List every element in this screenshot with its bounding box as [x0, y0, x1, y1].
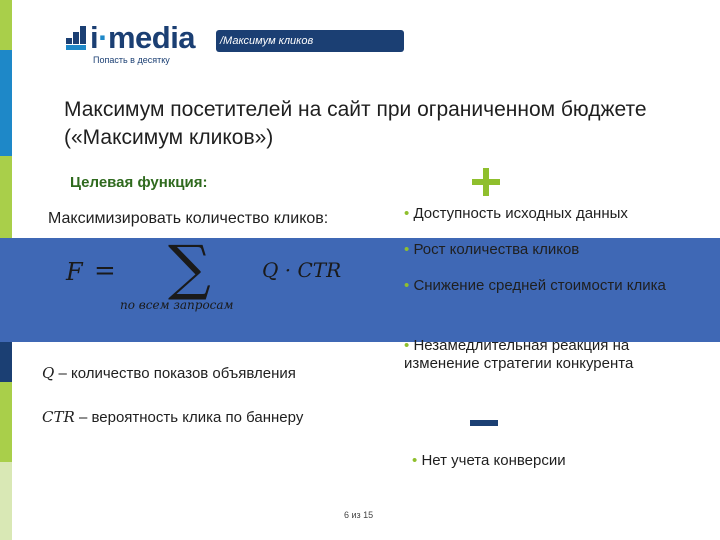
formula-subscript: по всем запросам	[120, 298, 234, 312]
pro-item: • Доступность исходных данных	[404, 205, 628, 222]
definition-q: Q – количество показов объявления	[42, 364, 296, 382]
objective-heading: Целевая функция:	[70, 174, 208, 191]
pro-item: • Рост количества кликов	[404, 241, 580, 258]
accent-stripe-2	[0, 50, 12, 156]
accent-stripe-5	[0, 382, 12, 462]
con-item: • Нет учета конверсии	[412, 452, 566, 469]
definition-ctr: CTR – вероятность клика по баннеру	[42, 408, 304, 426]
bullet-icon: •	[412, 452, 418, 469]
accent-stripe-1	[0, 0, 12, 50]
bullet-icon: •	[404, 241, 410, 258]
maximize-text: Максимизировать количество кликов:	[48, 210, 329, 227]
pro-item: • Снижение средней стоимости клика	[404, 277, 666, 294]
bullet-icon: •	[404, 205, 410, 222]
formula-lhs: F	[66, 258, 83, 286]
slide-title: Максимум посетителей на сайт при ограниченном бюджете («Максимум кликов»)	[64, 98, 647, 149]
accent-stripe-6	[0, 462, 12, 540]
page-counter: 6 из 15	[344, 510, 374, 520]
logo-bars-icon	[66, 26, 92, 50]
sigma-icon: ∑	[168, 233, 211, 303]
plus-icon	[468, 164, 504, 200]
imedia-logo[interactable]	[66, 22, 206, 66]
section-pill: /Максимум кликов	[216, 30, 404, 52]
logo-tagline: Попасть в десятку	[93, 55, 170, 65]
formula-expression: Q · CTR	[262, 258, 342, 282]
minus-icon	[470, 420, 498, 426]
bullet-icon: •	[404, 337, 410, 354]
logo-wordmark: i·media	[90, 20, 196, 55]
objective-formula	[60, 233, 380, 330]
bullet-icon: •	[404, 277, 410, 294]
formula-equals: =	[94, 256, 116, 286]
pro-item: • Незамедлительная реакция на изменение стратегии конкурента	[404, 337, 634, 372]
